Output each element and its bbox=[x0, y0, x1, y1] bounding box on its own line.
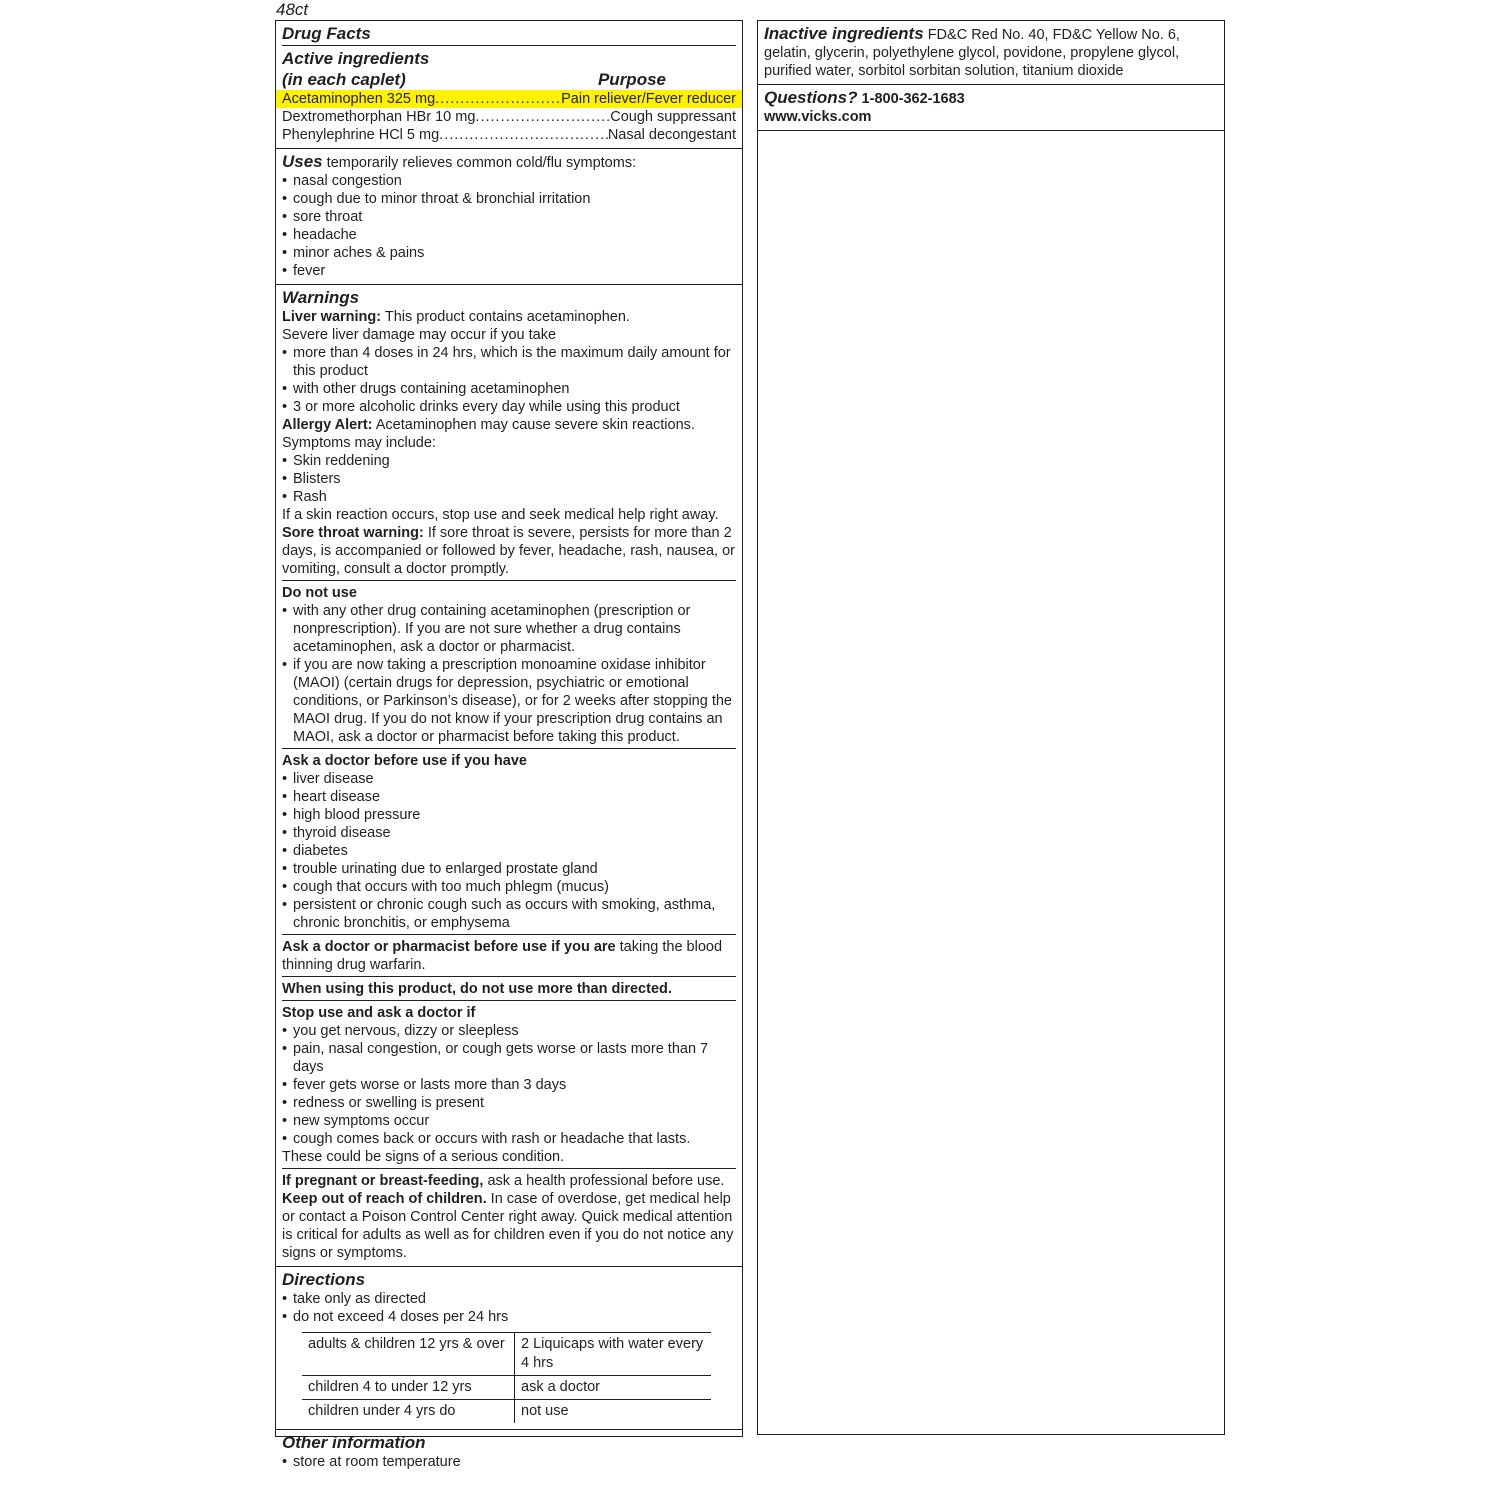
keep-out-label: Keep out of reach of children. bbox=[282, 1191, 487, 1207]
table-cell-dose: ask a doctor bbox=[515, 1376, 712, 1400]
active-subheading-row bbox=[282, 69, 736, 90]
active-subheading: (in each caplet) bbox=[282, 70, 406, 89]
table-row bbox=[302, 1376, 711, 1400]
list-item: • do not exceed 4 doses per 24 hrs bbox=[282, 1308, 736, 1326]
table-cell-dose: 2 Liquicaps with water every 4 hrs bbox=[515, 1333, 712, 1376]
ask-doctor-heading: Ask a doctor before use if you have bbox=[282, 753, 527, 769]
when-using-section: When using this product, do not use more than directed. bbox=[282, 976, 736, 998]
list-item: • pain, nasal congestion, or cough gets worse or lasts more than 7 days bbox=[282, 1040, 736, 1076]
inactive-heading: Inactive ingredients bbox=[764, 24, 924, 43]
allergy-alert-label: Allergy Alert: bbox=[282, 417, 373, 433]
ingredient-purpose: Nasal decongestant bbox=[607, 127, 736, 143]
liver-warning-text: This product contains acetaminophen. bbox=[384, 309, 630, 325]
list-item: • heart disease bbox=[282, 788, 736, 806]
list-item: • sore throat bbox=[282, 208, 736, 226]
list-item: • trouble urinating due to enlarged prostate gland bbox=[282, 860, 736, 878]
inactive-ingredients-section bbox=[758, 21, 1224, 85]
dosage-table bbox=[302, 1332, 711, 1423]
list-item: • with any other drug containing acetaminophen (prescription or nonprescription). If you are not sure whether a drug contains acetaminophen, ask a doctor or pharmacist. bbox=[282, 602, 736, 656]
table-row bbox=[302, 1333, 711, 1376]
ingredient-name: Acetaminophen 325 mg bbox=[282, 91, 436, 107]
list-item: • Rash bbox=[282, 488, 736, 506]
list-item: • 3 or more alcoholic drinks every day while using this product bbox=[282, 398, 736, 416]
list-item: • cough that occurs with too much phlegm (mucus) bbox=[282, 878, 736, 896]
sore-throat-text: If sore throat is severe, persists for more than 2 days, is accompanied or followed by fever, headache, rash, nausea, or vomiting, consult a doctor promptly. bbox=[282, 525, 735, 577]
other-info-heading: Other information bbox=[282, 1433, 426, 1452]
phone-number: 1-800-362-1683 bbox=[861, 91, 965, 107]
stop-use-heading: Stop use and ask a doctor if bbox=[282, 1005, 476, 1021]
liver-warning-label: Liver warning: bbox=[282, 309, 382, 325]
list-item: • fever bbox=[282, 262, 736, 280]
other-info-section bbox=[276, 1430, 742, 1475]
inactive-text: FD&C Red No. 40, FD&C Yellow No. 6, gelatin, glycerin, polyethylene glycol, povidone, propylene glycol, purified water, sorbitol sorbitan solution, titanium dioxide bbox=[764, 27, 1180, 79]
active-heading: Active ingredients bbox=[282, 49, 430, 68]
list-item: • thyroid disease bbox=[282, 824, 736, 842]
liver-warning-text2: Severe liver damage may occur if you take bbox=[282, 327, 557, 343]
active-row bbox=[282, 108, 736, 126]
list-item: • diabetes bbox=[282, 842, 736, 860]
pregnant-label: If pregnant or breast-feeding, bbox=[282, 1173, 484, 1189]
allergy-alert-text3: If a skin reaction occurs, stop use and seek medical help right away. bbox=[282, 507, 719, 523]
ask-doctor-section bbox=[282, 748, 736, 932]
stop-use-section bbox=[282, 1000, 736, 1166]
uses-section bbox=[276, 149, 742, 285]
uses-heading: Uses bbox=[282, 152, 323, 171]
allergy-alert-text2: Symptoms may include: bbox=[282, 435, 436, 451]
warnings-heading: Warnings bbox=[282, 288, 360, 307]
uses-intro: temporarily relieves common cold/flu symptoms: bbox=[326, 155, 637, 171]
count-label: 48ct bbox=[276, 0, 309, 19]
table-row bbox=[302, 1400, 711, 1424]
ingredient-name: Dextromethorphan HBr 10 mg bbox=[282, 109, 476, 125]
list-item: • headache bbox=[282, 226, 736, 244]
list-item: • cough comes back or occurs with rash or headache that lasts. bbox=[282, 1130, 736, 1148]
list-item: • minor aches & pains bbox=[282, 244, 736, 262]
drug-facts-continued-panel bbox=[757, 20, 1225, 1435]
active-row bbox=[282, 126, 736, 144]
list-item: • liver disease bbox=[282, 770, 736, 788]
table-cell-who: children 4 to under 12 yrs bbox=[302, 1376, 515, 1400]
table-cell-dose: not use bbox=[515, 1400, 712, 1424]
list-item: • nasal congestion bbox=[282, 172, 736, 190]
list-item: • fever gets worse or lasts more than 3 days bbox=[282, 1076, 736, 1094]
list-item: • take only as directed bbox=[282, 1290, 736, 1308]
warnings-general bbox=[282, 287, 736, 578]
active-row bbox=[276, 90, 742, 108]
active-ingredients-section bbox=[276, 21, 742, 149]
list-item: • persistent or chronic cough such as occurs with smoking, asthma, chronic bronchitis, or emphysema bbox=[282, 896, 736, 932]
directions-section bbox=[276, 1267, 742, 1430]
list-item: • high blood pressure bbox=[282, 806, 736, 824]
drug-facts-panel bbox=[275, 20, 743, 1470]
do-not-use-heading: Do not use bbox=[282, 585, 357, 601]
list-item: • you get nervous, dizzy or sleepless bbox=[282, 1022, 736, 1040]
table-cell-who: adults & children 12 yrs & over bbox=[302, 1333, 515, 1376]
keep-out-text: In case of overdose, get medical help or contact a Poison Control Center right away. Quick medical attention is critical for adults as well as for children even if you do not notice any signs or symptoms. bbox=[282, 1191, 734, 1261]
questions-heading: Questions? bbox=[764, 88, 858, 107]
list-item: • more than 4 doses in 24 hrs, which is the maximum daily amount for this product bbox=[282, 344, 736, 380]
ask-pharmacist-label: Ask a doctor or pharmacist before use if you are bbox=[282, 939, 616, 955]
list-item: • Blisters bbox=[282, 470, 736, 488]
list-item: • store at room temperature bbox=[282, 1453, 736, 1471]
list-item: • cough due to minor throat & bronchial irritation bbox=[282, 190, 736, 208]
website: www.vicks.com bbox=[764, 109, 872, 125]
list-item: • with other drugs containing acetaminophen bbox=[282, 380, 736, 398]
directions-heading: Directions bbox=[282, 1270, 366, 1289]
ingredient-purpose: Pain reliever/Fever reducer bbox=[561, 91, 736, 107]
pregnancy-keep-out-section bbox=[282, 1168, 736, 1262]
list-item: • Skin reddening bbox=[282, 452, 736, 470]
ingredient-purpose: Cough suppressant bbox=[610, 109, 736, 125]
warnings-section bbox=[276, 285, 742, 1267]
do-not-use-section bbox=[282, 580, 736, 746]
ingredient-name: Phenylephrine HCl 5 mg bbox=[282, 127, 440, 143]
questions-section bbox=[758, 85, 1224, 131]
purpose-heading: Purpose bbox=[597, 70, 666, 89]
ask-pharmacist-text: taking the blood thinning drug warfarin. bbox=[282, 939, 723, 973]
stop-use-after: These could be signs of a serious condition. bbox=[282, 1149, 565, 1165]
list-item: • redness or swelling is present bbox=[282, 1094, 736, 1112]
drug-facts-title: Drug Facts bbox=[282, 23, 736, 46]
table-cell-who: children under 4 yrs do bbox=[302, 1400, 515, 1424]
list-item: • if you are now taking a prescription monoamine oxidase inhibitor (MAOI) (certain drugs for depression, psychiatric or emotional conditions, or Parkinson’s disease), or for 2 weeks after stopping the MAOI drug. If you do not know if your prescription drug contains an MAOI, ask a doctor or pharmacist before taking this product. bbox=[282, 656, 736, 746]
pregnant-text: ask a health professional before use. bbox=[487, 1173, 725, 1189]
allergy-alert-text: Acetaminophen may cause severe skin reactions. bbox=[375, 417, 695, 433]
ask-pharmacist-section bbox=[282, 934, 736, 974]
sore-throat-label: Sore throat warning: bbox=[282, 525, 424, 541]
list-item: • new symptoms occur bbox=[282, 1112, 736, 1130]
